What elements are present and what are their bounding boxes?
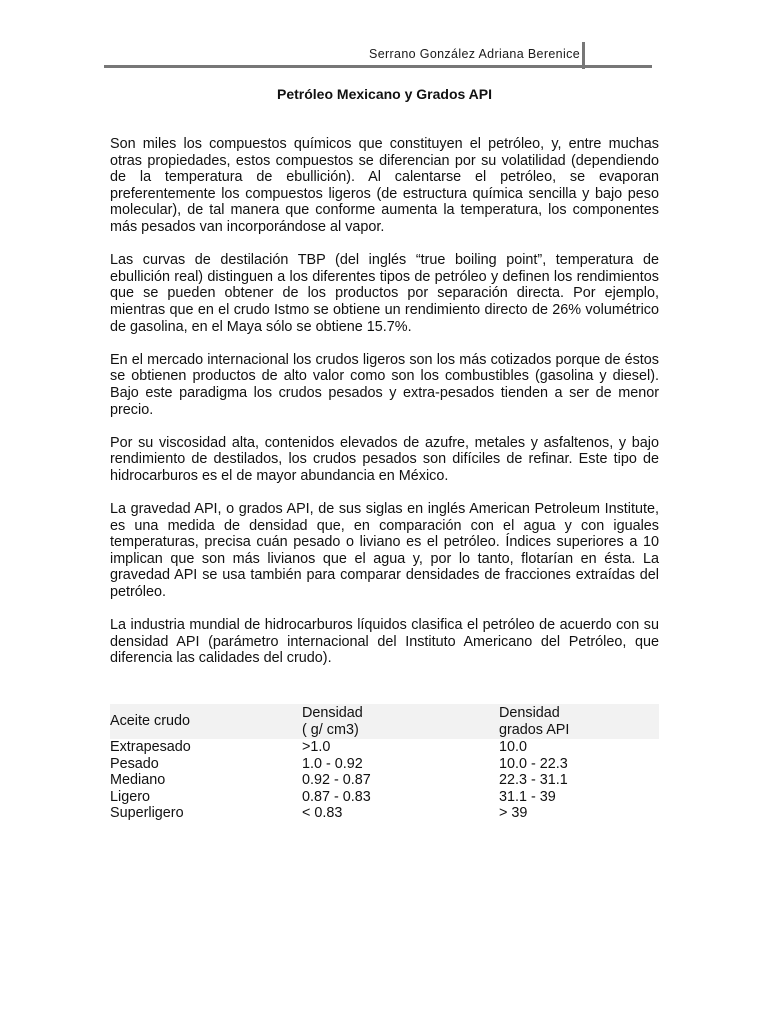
header-author: Serrano González Adriana Berenice [369,47,580,61]
header-density-line1: Densidad [302,705,363,721]
paragraph: Las curvas de destilación TBP (del inglés “true boiling point”, temperatura de ebullición real) distinguen a los diferentes tipos de petróleo y definen los rendimientos que se pueden obtener de los productos por separación directa. Por ejemplo, mientras que en el crudo Istmo se obtiene un rendimiento directo de 26% volumétrico de gasolina, en el Maya sólo se obtiene 15.7%. [110,252,659,335]
cell-density: >1.0 [302,739,331,755]
table-row [110,756,659,773]
header-density-line2: ( g/ cm3) [302,721,359,738]
cell-api: 31.1 - 39 [499,788,556,805]
paragraph: Son miles los compuestos químicos que constituyen el petróleo, y, entre muchas otras propiedades, estos compuestos se diferencian por su volatilidad (dependiendo de la temperatura de ebullición). Al calentarse el petróleo, se evaporan preferentemente los compuestos ligeros (de estructura química sencilla y bajo peso molecular), de tal manera que conforme aumenta la temperatura, los componentes más pesados van incorporándose al vapor. [110,136,659,235]
cell-api: 10.0 [499,739,528,755]
table-row [110,789,659,806]
crude-classification-table [110,704,659,822]
cell-api: 10.0 - 22.3 [499,755,568,772]
cell-crude: Pesado [110,755,159,772]
paragraph: Por su viscosidad alta, contenidos elevados de azufre, metales y asfaltenos, y bajo rendimiento de destilados, los crudos pesados son difíciles de refinar. Este tipo de hidrocarburos es el de mayor abundancia en México. [110,434,659,484]
table-header-row [110,704,659,739]
cell-density: 0.92 - 0.87 [302,772,371,789]
cell-api: > 39 [499,805,528,822]
paragraph: En el mercado internacional los crudos ligeros son los más cotizados porque de éstos se obtienen productos de alto valor como son los combustibles (gasolina y diesel). Bajo este paradigma los crudos pesados y extra-pesados tienden a ser de menor precio. [110,351,659,418]
header-density [302,705,363,738]
cell-crude: Superligero [110,805,184,822]
cell-crude: Mediano [110,772,166,789]
cell-density: 0.87 - 0.83 [302,788,371,805]
cell-density: < 0.83 [302,805,343,822]
paragraph: La industria mundial de hidrocarburos líquidos clasifica el petróleo de acuerdo con su densidad API (parámetro internacional del Instituto Americano del Petróleo, que diferencia las calidades del crudo). [110,617,659,667]
document-title: Petróleo Mexicano y Grados API [277,86,492,102]
cell-crude: Ligero [110,788,151,805]
cell-crude: Extrapesado [110,739,191,755]
table-row [110,739,659,756]
table-row [110,805,659,822]
table-row [110,772,659,789]
header-api-line1: Densidad [499,705,560,721]
cell-density: 1.0 - 0.92 [302,755,363,772]
header-crude [110,713,190,730]
header-crude-label: Aceite crudo [110,713,190,729]
page-header [104,40,652,70]
header-api [499,705,569,738]
header-rule [104,65,652,68]
header-api-line2: grados API [499,721,570,738]
cell-api: 22.3 - 31.1 [499,772,568,789]
paragraph: La gravedad API, o grados API, de sus siglas en inglés American Petroleum Institute, es una medida de densidad que, en comparación con el agua y con iguales temperaturas, precisa cuán pesado o liviano es el petróleo. Índices superiores a 10 implican que son más livianos que el agua y, por lo tanto, flotarían en ésta. La gravedad API se usa también para comparar densidades de fracciones extraídas del petróleo. [110,501,659,601]
table-body [110,739,659,822]
document-body [110,136,659,684]
